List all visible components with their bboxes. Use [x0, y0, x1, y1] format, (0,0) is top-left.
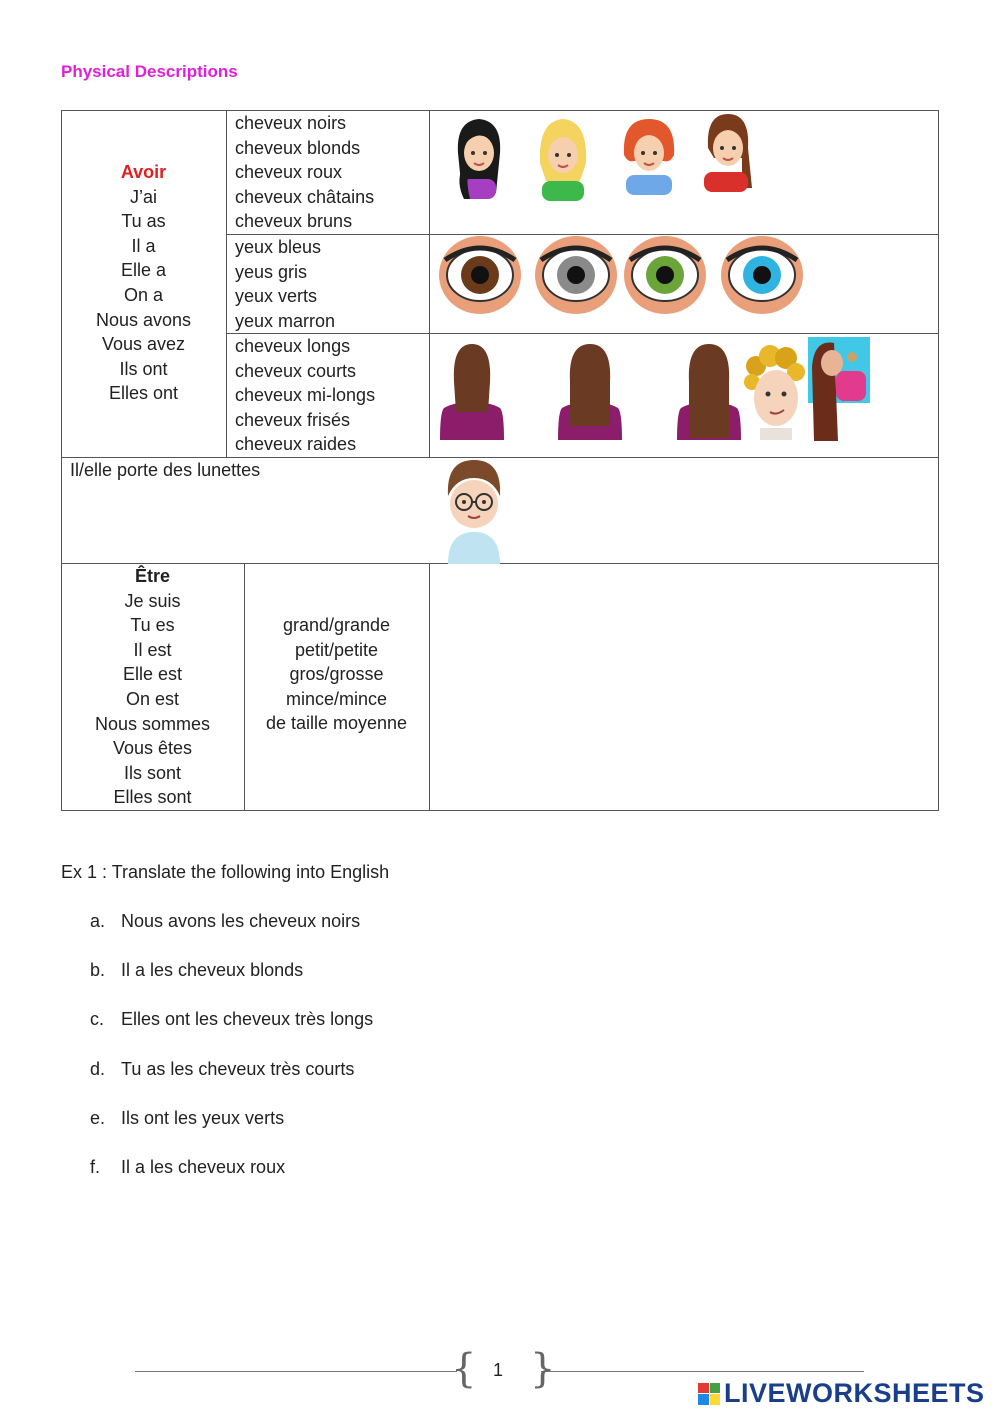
- avoir-form: J’ai: [129, 186, 157, 207]
- avoir-form: Tu as: [121, 211, 166, 232]
- item-text: Ils ont les yeux verts: [121, 1107, 285, 1128]
- list-item: [90, 1008, 373, 1057]
- very-long-hair-back-illustration: [677, 342, 741, 440]
- item-text: Nous avons les cheveux noirs: [121, 911, 361, 931]
- brand-icon: [698, 1383, 720, 1405]
- item-letter: d.: [90, 1058, 106, 1079]
- hair-type-item: cheveux raides: [235, 434, 357, 455]
- hair-color-item: cheveux châtains: [235, 186, 375, 207]
- green-eye-illustration: [622, 234, 708, 316]
- girl-blond-hair-illustration: [532, 113, 594, 201]
- hair-color-item: cheveux noirs: [235, 113, 347, 133]
- adjective-item: mince/mince: [285, 688, 388, 709]
- etre-conjugation: [61, 564, 244, 810]
- etre-form: Elle est: [122, 664, 183, 685]
- long-hair-back-illustration: [440, 342, 504, 440]
- avoir-form: Nous avons: [95, 309, 192, 330]
- divider: [429, 563, 430, 811]
- hair-type-list: [235, 334, 375, 457]
- page-number: 1: [493, 1360, 504, 1380]
- item-letter: c.: [90, 1009, 105, 1030]
- hair-type-item: cheveux mi-longs: [235, 385, 376, 406]
- etre-form: Tu es: [130, 615, 175, 636]
- divider: [429, 110, 430, 457]
- list-item: [90, 1156, 373, 1205]
- grey-eye-illustration: [533, 234, 619, 316]
- item-text: Elles ont les cheveux très longs: [121, 1009, 374, 1030]
- brand-name: LIVEWORKSHEETS: [724, 1378, 985, 1408]
- list-item: [90, 910, 373, 959]
- adjective-item: gros/grosse: [289, 664, 384, 685]
- adjective-item: grand/grande: [282, 615, 391, 635]
- etre-form: Je suis: [124, 590, 181, 611]
- hair-color-item: cheveux bruns: [235, 211, 353, 232]
- item-letter: f.: [90, 1156, 101, 1177]
- curly-hair-boy-illustration: [742, 344, 806, 440]
- avoir-form: Elle a: [120, 260, 167, 281]
- hair-type-item: cheveux courts: [235, 360, 357, 381]
- eye-color-list: [235, 235, 335, 333]
- avoir-form: Ils ont: [119, 358, 168, 379]
- adjective-item: de taille moyenne: [265, 713, 408, 734]
- boy-with-glasses-illustration: [440, 456, 508, 564]
- eye-color-item: yeus gris: [235, 261, 308, 282]
- girl-chestnut-hair-illustration: [698, 108, 758, 194]
- etre-form: On est: [125, 688, 180, 709]
- avoir-form: Elles ont: [108, 383, 179, 404]
- avoir-header: Avoir: [120, 162, 167, 182]
- item-letter: e.: [90, 1107, 106, 1128]
- item-letter: b.: [90, 960, 106, 981]
- hair-type-item: cheveux frisés: [235, 409, 351, 430]
- avoir-form: Vous avez: [101, 334, 186, 355]
- etre-form: Nous sommes: [94, 713, 211, 734]
- blue-eye-illustration: [719, 234, 805, 316]
- eye-color-item: yeux bleus: [235, 237, 322, 257]
- adjective-list: [244, 613, 429, 736]
- item-text: Il a les cheveux blonds: [121, 960, 304, 981]
- footer-rule-left: [135, 1371, 457, 1372]
- list-item: [90, 1058, 373, 1107]
- exercise-title: Ex 1 : Translate the following into English: [61, 862, 390, 882]
- adjective-item: petit/petite: [294, 639, 379, 660]
- glasses-label: Il/elle porte des lunettes: [70, 460, 261, 480]
- etre-form: Ils sont: [123, 762, 182, 783]
- left-bracket-icon: {: [451, 1346, 477, 1392]
- etre-header: Être: [134, 566, 170, 586]
- hair-color-list: [235, 111, 374, 234]
- footer-rule-right: [541, 1371, 864, 1372]
- item-letter: a.: [90, 911, 106, 931]
- avoir-conjugation: [61, 160, 226, 406]
- hair-color-item: cheveux roux: [235, 162, 343, 183]
- avoir-form: On a: [123, 284, 164, 305]
- eye-color-item: yeux marron: [235, 310, 336, 331]
- list-item: [90, 959, 373, 1008]
- girl-red-hair-illustration: [618, 113, 680, 195]
- avoir-form: Il a: [131, 235, 156, 256]
- exercise-list: [90, 910, 373, 1205]
- etre-form: Il est: [133, 639, 172, 660]
- medium-hair-back-illustration: [558, 342, 622, 440]
- item-text: Tu as les cheveux très courts: [121, 1058, 355, 1079]
- girl-black-hair-illustration: [448, 113, 510, 201]
- page-title: Physical Descriptions: [61, 62, 238, 81]
- eye-color-item: yeux verts: [235, 286, 318, 307]
- item-text: Il a les cheveux roux: [121, 1156, 286, 1177]
- brown-eye-illustration: [437, 234, 523, 316]
- etre-form: Vous êtes: [112, 738, 193, 759]
- divider: [226, 110, 227, 457]
- list-item: [90, 1107, 373, 1156]
- right-bracket-icon: }: [530, 1346, 556, 1392]
- straight-hair-girl-illustration: [808, 337, 870, 441]
- hair-color-item: cheveux blonds: [235, 137, 361, 158]
- hair-type-item: cheveux longs: [235, 336, 351, 356]
- etre-form: Elles sont: [113, 787, 192, 808]
- brand-logo: [698, 1378, 985, 1409]
